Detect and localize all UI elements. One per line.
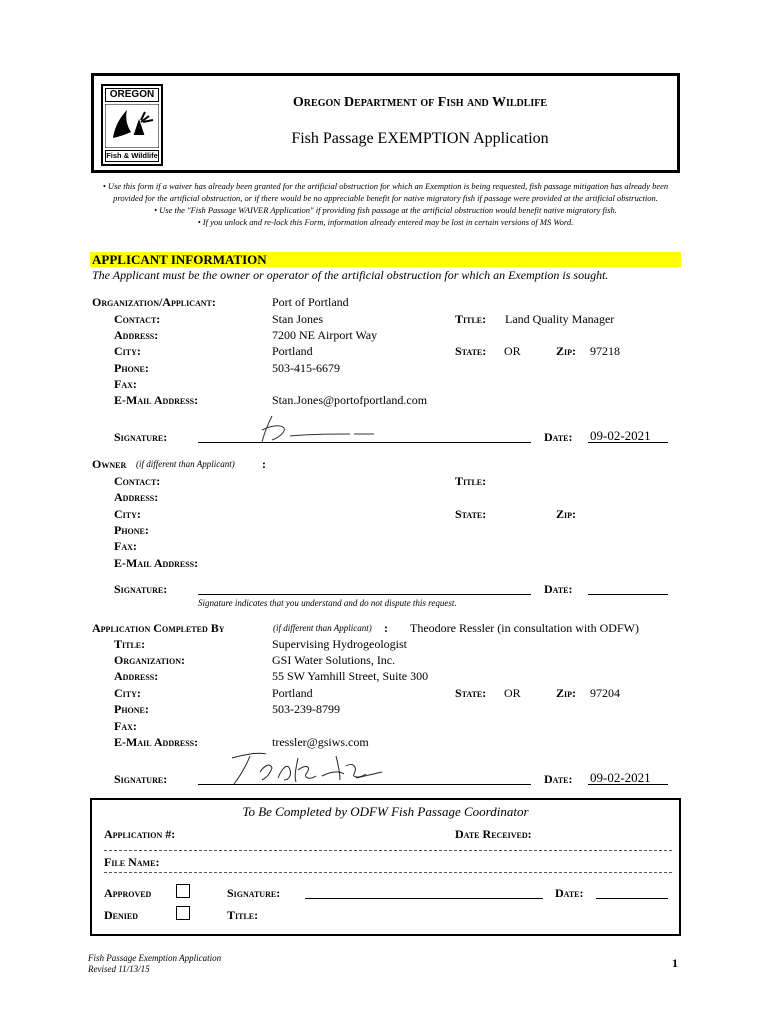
cb-org-label: Organization: [114,653,185,667]
completed-by-name[interactable]: Theodore Ressler (in consultation with ODFW) [410,621,639,635]
email-value[interactable]: Stan.Jones@portofportland.com [272,393,428,407]
denied-label: Denied [104,908,139,922]
owner-contact-label: Contact: [114,474,161,488]
email-label: E-Mail Address: [114,393,199,407]
approved-label: Approved [104,886,152,900]
cb-zip-value[interactable]: 97204 [590,686,620,700]
cb-zip-label: Zip: [556,686,576,700]
cb-email-label: E-Mail Address: [114,735,199,749]
zip-label: Zip: [556,344,576,358]
instruction-2: • Use the "Fish Passage WAIVER Application" if providing fish passage at the artificial obstruction would benefit native migratory fish. [154,205,617,215]
odfw-date-label: Date: [555,886,584,900]
phone-label: Phone: [114,361,149,375]
odfw-title-label: Title: [227,908,259,922]
owner-phone-label: Phone: [114,523,149,537]
logo-top-text: OREGON [105,88,159,102]
date-received-label: Date Received: [455,827,532,841]
state-label: State: [455,344,487,358]
owner-signature-label: Signature: [114,582,168,596]
org-label: Organization/Applicant: [92,295,216,309]
dotted-divider-1 [104,850,672,851]
header-box [91,73,680,173]
owner-state-label: State: [455,507,487,521]
cb-phone-value[interactable]: 503-239-8799 [272,702,340,716]
file-name-label: File Name: [104,855,160,869]
org-value[interactable]: Port of Portland [272,295,349,309]
owner-note: (if different than Applicant) [136,459,235,469]
owner-fax-label: Fax: [114,539,137,553]
cb-address-label: Address: [114,669,159,683]
city-label: City: [114,344,141,358]
footer-text [88,953,221,975]
contact-value[interactable]: Stan Jones [272,312,323,326]
date-value[interactable]: 09-02-2021 [590,428,651,443]
fish-deer-icon [105,104,159,148]
cb-fax-label: Fax: [114,719,137,733]
odfw-logo [101,84,163,166]
owner-date-label: Date: [544,582,573,596]
instruction-3: • If you unlock and re-lock this Form, information already entered may be lost in certain versions of MS Word. [197,217,574,227]
cb-date-value[interactable]: 09-02-2021 [590,770,651,785]
owner-city-label: City: [114,507,141,521]
applicant-signature [250,412,380,446]
cb-phone-label: Phone: [114,702,149,716]
department-title: Oregon Department of Fish and Wildlife [292,95,548,110]
address-label: Address: [114,328,159,342]
instruction-1: • Use this form if a waiver has already been granted for the artificial obstruction for which an Exemption is being requested, fish passage mitigation has already been provided for the artificial obstruction, or if there would be no appreciable benefit for native migratory fish if passage were provided at the artificial obstruction. [102,181,669,203]
odfw-box-title: To Be Completed by ODFW Fish Passage Coordinator [242,804,529,819]
odfw-signature-label: Signature: [227,886,281,900]
signature-label: Signature: [114,430,168,444]
owner-email-label: E-Mail Address: [114,556,199,570]
signature-note: Signature indicates that you understand and do not dispute this request. [198,598,457,608]
denied-checkbox[interactable] [176,906,190,920]
address-value[interactable]: 7200 NE Airport Way [272,328,378,342]
dotted-divider-2 [104,872,672,873]
phone-value[interactable]: 503-415-6679 [272,361,340,375]
cb-city-value[interactable]: Portland [272,686,313,700]
owner-address-label: Address: [114,490,159,504]
date-label: Date: [544,430,573,444]
footer-line-2: Revised 11/13/15 [88,964,150,974]
cb-address-value[interactable]: 55 SW Yamhill Street, Suite 300 [272,669,429,683]
footer-line-1: Fish Passage Exemption Application [88,953,222,963]
cb-signature-label: Signature: [114,772,168,786]
instructions [88,180,683,228]
owner-colon: : [262,457,266,471]
form-title: Fish Passage EXEMPTION Application [291,130,549,147]
cb-state-label: State: [455,686,487,700]
owner-signature-line[interactable] [198,594,531,595]
logo-bottom-text: Fish & Wildlife [106,151,158,160]
owner-label: Owner [92,457,127,471]
cb-title-value[interactable]: Supervising Hydrogeologist [272,637,407,651]
cb-email-value[interactable]: tressler@gsiws.com [272,735,369,749]
app-number-label: Application #: [104,827,176,841]
contact-label: Contact: [114,312,161,326]
approved-checkbox[interactable] [176,884,190,898]
page-number: 1 [672,956,678,970]
owner-title-label: Title: [455,474,487,488]
completed-by-label: Application Completed By [92,621,225,635]
city-value[interactable]: Portland [272,344,313,358]
cb-date-label: Date: [544,772,573,786]
completed-by-note: (if different than Applicant) [273,623,372,633]
section-subtitle: The Applicant must be the owner or operator of the artificial obstruction for which an Exemption is sought. [92,268,609,282]
owner-date-line[interactable] [588,594,668,595]
section-title: APPLICANT INFORMATION [92,252,267,267]
title-value[interactable]: Land Quality Manager [505,312,615,326]
odfw-date-line[interactable] [596,898,668,899]
cb-city-label: City: [114,686,141,700]
cb-org-value[interactable]: GSI Water Solutions, Inc. [272,653,396,667]
state-value[interactable]: OR [504,344,521,358]
cb-state-value[interactable]: OR [504,686,521,700]
odfw-signature-line[interactable] [305,898,543,899]
cb-title-label: Title: [114,637,146,651]
title-label: Title: [455,312,487,326]
owner-zip-label: Zip: [556,507,576,521]
completed-by-signature [226,748,386,788]
zip-value[interactable]: 97218 [590,344,620,358]
fax-label: Fax: [114,377,137,391]
completed-by-colon: : [384,621,388,635]
